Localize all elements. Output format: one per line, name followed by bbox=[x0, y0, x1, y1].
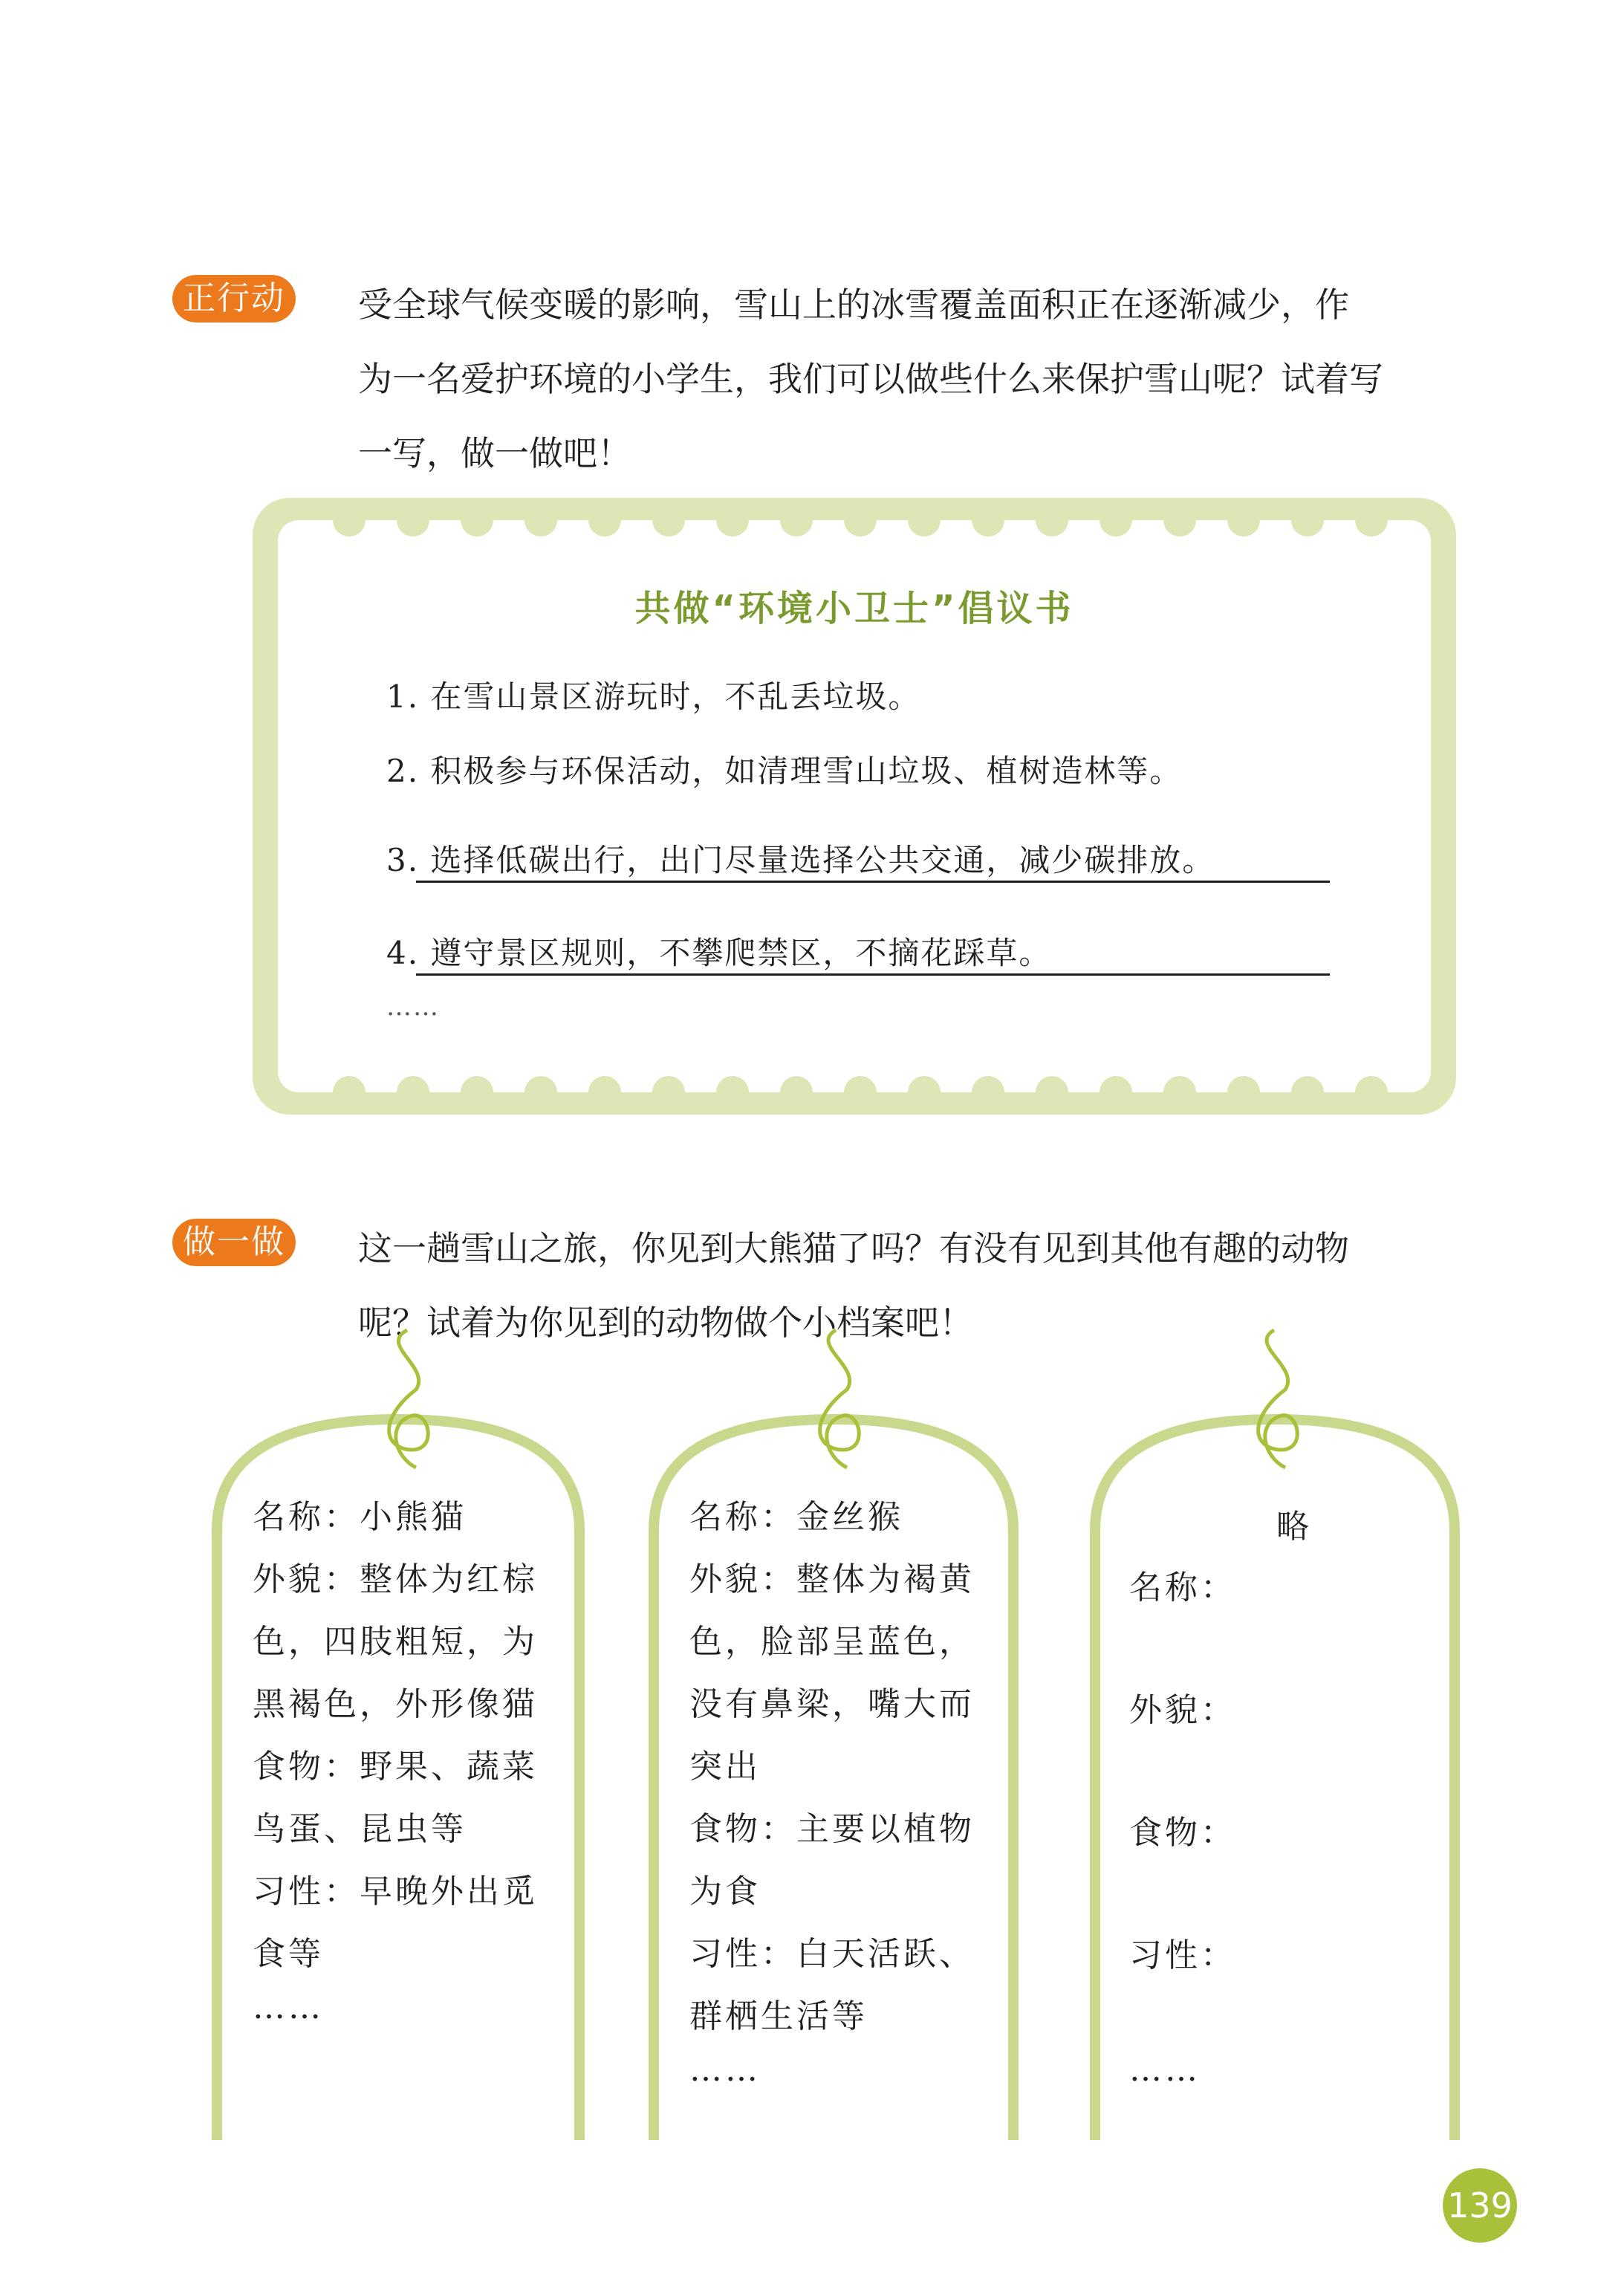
proposal-title: 共做“环境小卫士”倡议书 bbox=[634, 588, 1074, 629]
tag-line: 习性：白天活跃、 bbox=[689, 1935, 975, 1973]
tag-line: 食等 bbox=[253, 1935, 324, 1973]
tag-line: 外貌：整体为红棕 bbox=[253, 1560, 538, 1598]
tag-line: 食物：主要以植物 bbox=[689, 1810, 975, 1848]
tag-note: 略 bbox=[1276, 1508, 1312, 1546]
tag-line: 为食 bbox=[689, 1873, 761, 1910]
paragraph-line: 一写，做一做吧！ bbox=[358, 433, 631, 473]
string-icon bbox=[1258, 1330, 1298, 1468]
proposal-item: 1. 在雪山景区游玩时，不乱丢垃圾。 bbox=[386, 678, 921, 715]
proposal-item: 2. 积极参与环保活动，如清理雪山垃圾、植树造林等。 bbox=[386, 753, 1183, 789]
tag-line: 习性：早晚外出觅 bbox=[253, 1873, 538, 1910]
paragraph-line: 为一名爱护环境的小学生，我们可以做些什么来保护雪山呢？试着写 bbox=[358, 359, 1383, 399]
tag-label: 习性： bbox=[1129, 1936, 1236, 1974]
tag-label: 食物： bbox=[1129, 1814, 1236, 1852]
animal-tag-2 bbox=[689, 1486, 975, 2093]
proposal-ellipsis: …… bbox=[386, 992, 440, 1022]
tag-line: 名称：小熊猫 bbox=[253, 1498, 467, 1536]
page-number: 139 bbox=[1443, 2168, 1517, 2243]
proposal-item: 3. 选择低碳出行，出门尽量选择公共交通，减少碳排放。 bbox=[386, 842, 1215, 878]
tag-line: 群栖生活等 bbox=[689, 1997, 868, 2035]
tag-label: 外貌： bbox=[1129, 1691, 1236, 1729]
tag-line: 黑褐色，外形像猫 bbox=[253, 1685, 538, 1723]
tag-line: …… bbox=[253, 1988, 324, 2026]
paragraph-line: 呢？试着为你见到的动物做个小档案吧！ bbox=[358, 1303, 973, 1343]
paragraph-line: 受全球气候变暖的影响，雪山上的冰雪覆盖面积正在逐渐减少，作 bbox=[358, 285, 1349, 325]
tag-line: 没有鼻梁，嘴大而 bbox=[689, 1685, 975, 1723]
tag-line: 突出 bbox=[689, 1748, 761, 1786]
animal-tag-1 bbox=[253, 1486, 538, 2030]
tag-line: 外貌：整体为褐黄 bbox=[689, 1560, 975, 1598]
tag-outline bbox=[1095, 1419, 1455, 2140]
tag-line: 色，脸部呈蓝色， bbox=[689, 1623, 975, 1661]
tag-ellipsis: …… bbox=[1129, 2051, 1201, 2089]
paragraph-line: 这一趟雪山之旅，你见到大熊猫了吗？有没有见到其他有趣的动物 bbox=[358, 1228, 1349, 1268]
tag-line: 色，四肢粗短，为 bbox=[253, 1623, 538, 1661]
string-icon bbox=[389, 1330, 429, 1468]
tag-line: …… bbox=[689, 2051, 761, 2089]
string-icon bbox=[820, 1330, 860, 1468]
section-badge-do: 做一做 bbox=[172, 1219, 296, 1266]
section-badge-action: 正行动 bbox=[172, 275, 296, 322]
tag-label: 名称： bbox=[1129, 1569, 1236, 1607]
tag-line: 食物：野果、蔬菜 bbox=[253, 1748, 538, 1786]
tag-line: 鸟蛋、昆虫等 bbox=[253, 1810, 467, 1848]
tag-line: 名称：金丝猴 bbox=[689, 1498, 903, 1536]
proposal-item: 4. 遵守景区规则，不攀爬禁区，不摘花踩草。 bbox=[386, 935, 1052, 971]
